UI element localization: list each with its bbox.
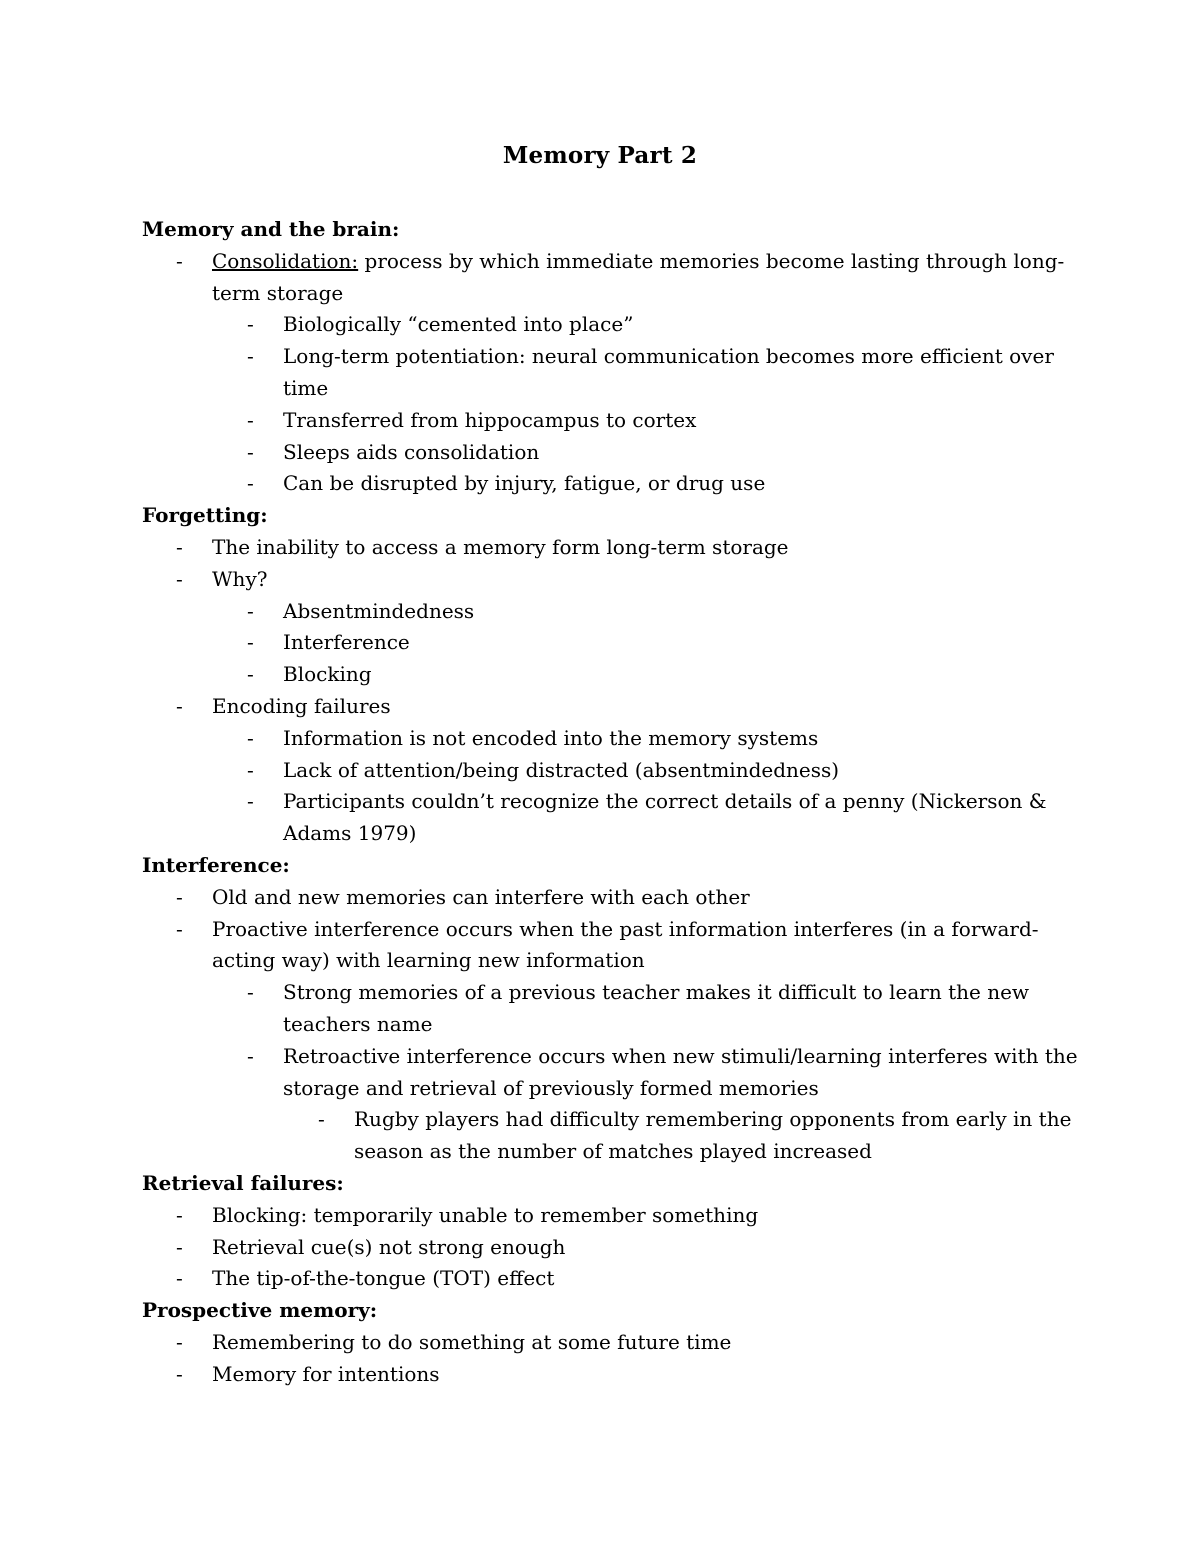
bullet-dash: - [247, 312, 254, 337]
section-heading-brain: Memory and the brain: [142, 217, 400, 241]
bullet-dash: - [247, 757, 254, 782]
bullet-dash: - [176, 248, 183, 273]
list-item [142, 1232, 1082, 1264]
list-item-text: Strong memories of a previous teacher makes it difficult to learn the new teachers name [283, 980, 1030, 1036]
list-item-text: Interference [283, 630, 410, 655]
bullet-dash: - [176, 1234, 183, 1259]
bullet-dash: - [176, 534, 183, 559]
bullet-dash: - [176, 1202, 183, 1227]
section-heading-retrieval: Retrieval failures: [142, 1170, 344, 1195]
list-item-text: Biologically “cemented into place” [283, 312, 634, 337]
bullet-dash: - [176, 1361, 183, 1386]
list-item [142, 755, 1082, 787]
list-item-text: Information is not encoded into the memory systems [283, 725, 819, 750]
bullet-dash: - [318, 1107, 325, 1132]
definition-consolidation: process by which immediate memories become lasting through long-term storage [212, 248, 1065, 305]
notes-body [142, 214, 1082, 1390]
list-item [142, 691, 1082, 723]
bullet-dash: - [176, 1266, 183, 1291]
list-item-text: The tip-of-the-tongue (TOT) effect [212, 1266, 555, 1291]
bullet-dash: - [247, 439, 254, 464]
list-item-text: Why? [212, 566, 268, 591]
page-title: Memory Part 2 [502, 142, 698, 169]
list-item-text: Participants couldn’t recognize the correct details of a penny (Nickerson & Adams 1979) [283, 789, 1047, 846]
list-item [142, 627, 1082, 659]
bullet-dash: - [176, 884, 183, 909]
list-item-text: Old and new memories can interfere with each other [212, 884, 750, 909]
list-item [142, 564, 1082, 596]
list-item-text: Retrieval cue(s) not strong enough [212, 1234, 566, 1259]
list-item-text: Sleeps aids consolidation [283, 439, 540, 464]
list-item [142, 1359, 1082, 1391]
list-item [142, 1263, 1082, 1295]
section-heading-prospective: Prospective memory: [142, 1298, 378, 1323]
bullet-dash: - [247, 471, 254, 496]
list-item [142, 914, 1082, 978]
bullet-dash: - [176, 916, 183, 941]
section-heading-forgetting: Forgetting: [142, 503, 268, 528]
term-consolidation: Consolidation: [212, 248, 359, 273]
bullet-dash: - [247, 662, 254, 687]
list-item [142, 309, 1082, 341]
list-item [142, 1327, 1082, 1359]
bullet-dash: - [247, 725, 254, 750]
list-item [142, 882, 1082, 914]
bullet-dash: - [247, 980, 254, 1005]
list-item-text: Absentmindedness [283, 598, 475, 623]
bullet-dash: - [247, 344, 254, 369]
section-heading-interference: Interference: [142, 852, 290, 877]
list-item [142, 341, 1082, 405]
list-item [142, 437, 1082, 469]
list-item [142, 1041, 1082, 1105]
bullet-dash: - [247, 630, 254, 655]
list-item-text: The inability to access a memory form long-term storage [212, 534, 789, 559]
list-item [142, 596, 1082, 628]
list-item [142, 405, 1082, 437]
list-item-text: Transferred from hippocampus to cortex [283, 407, 697, 432]
list-item [142, 1104, 1082, 1168]
list-item-text: Lack of attention/being distracted (absentmindedness) [283, 757, 840, 782]
bullet-dash: - [247, 789, 254, 814]
bullet-dash: - [176, 1329, 183, 1354]
list-item [142, 977, 1082, 1041]
bullet-dash: - [247, 598, 254, 623]
list-item-text: Long-term potentiation: neural communication becomes more efficient over time [283, 344, 1054, 400]
bullet-dash: - [247, 1043, 254, 1068]
list-item-text: Can be disrupted by injury, fatigue, or drug use [283, 471, 766, 496]
bullet-dash: - [176, 566, 183, 591]
list-item [142, 1200, 1082, 1232]
list-item-text: Remembering to do something at some future time [212, 1329, 732, 1354]
list-item [142, 659, 1082, 691]
list-item-text: Encoding failures [212, 693, 391, 718]
list-item [142, 723, 1082, 755]
list-item [142, 532, 1082, 564]
list-item [142, 246, 1082, 310]
list-item-text: Retroactive interference occurs when new stimuli/learning interferes with the storage and retrieval of previously formed memories [283, 1043, 1078, 1100]
list-item-text: Blocking: temporarily unable to remember something [212, 1202, 759, 1227]
list-item [142, 468, 1082, 500]
list-item-text: Memory for intentions [212, 1361, 440, 1386]
bullet-dash: - [176, 693, 183, 718]
list-item-text: Rugby players had difficulty remembering opponents from early in the season as the number of matches played increased [354, 1107, 1072, 1164]
list-item-text: Proactive interference occurs when the past information interferes (in a forward-acting way) with learning new information [212, 916, 1039, 973]
list-item [142, 786, 1082, 850]
list-item-text: Blocking [283, 662, 372, 687]
bullet-dash: - [247, 407, 254, 432]
